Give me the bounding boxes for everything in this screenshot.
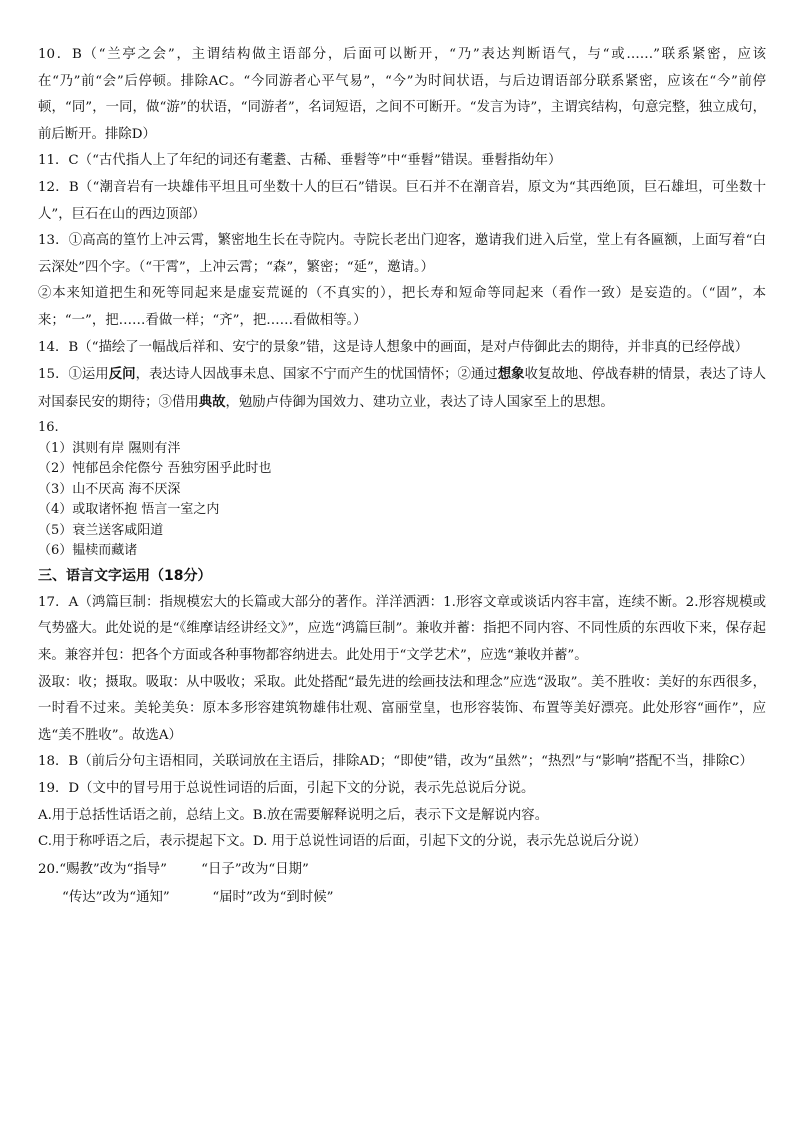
answer-q20-row2 xyxy=(38,884,766,912)
q16-item-3: （3）山不厌高 海不厌深 xyxy=(38,481,181,497)
q16-item-5: （5）衰兰送客咸阳道 xyxy=(38,522,164,538)
q20-change-2: “日子”改为“日期” xyxy=(201,861,309,877)
q15-text-1: 15．①运用 xyxy=(38,367,109,383)
answer-q19-part1: 19．D（文中的冒号用于总说性词语的后面，引起下文的分说，表示先总说后分说。 xyxy=(38,780,535,796)
q16-number: 16. xyxy=(38,420,59,436)
answer-q12: 12．B（“潮音岩有一块雄伟平坦且可坐数十人的巨石”错误。巨石并不在潮音岩，原文为“其西绝顶，巨石雄坦，可坐数十人”，巨石在山的西边顶部） xyxy=(38,179,766,222)
answer-q11: 11．C（“古代指人上了年纪的词还有耄耋、古稀、垂髫等”中“垂髫”错误。垂髫指幼年） xyxy=(38,153,562,169)
answer-q18: 18．B（前后分句主语相同，关联词放在主语后，排除AD；“即使”错，改为“虽然”；“热烈”与“影响”搭配不当，排除C） xyxy=(38,754,753,770)
q15-keyword-imagination: 想象 xyxy=(497,366,525,383)
answer-q13-part2: ②本来知道把生和死等同起来是虚妄荒诞的（不真实的），把长寿和短命等同起来（看作一致）是妄造的。（“固”，本来；“一”，把……看做一样；“齐”，把……看做相等。） xyxy=(38,286,766,328)
section-heading-language-use: 三、语言文字运用（18分） xyxy=(38,567,212,584)
answer-q19-part3: C.用于称呼语之后，表示提起下文。D. 用于总说性词语的后面，引起下文的分说，表示先总说后分说） xyxy=(38,834,647,850)
answer-q20-row1 xyxy=(38,856,766,884)
answer-q13-part1: 13．①高高的篁竹上冲云霄，繁密地生长在寺院内。寺院长老出门迎客，邀请我们进入后堂，堂上有各匾额，上面写着“白云深处”四个字。（“干霄”，上冲云霄；“森”，繁密；“延”，邀请。） xyxy=(38,233,766,275)
q15-text-3: 收复故地、停战春耕的情景，表达了诗人对国泰民安的期待；③借用 xyxy=(38,367,767,410)
q20-change-1: 20.“赐教”改为“指导” xyxy=(38,861,168,877)
q20-change-3: “传达”改为“通知” xyxy=(62,889,170,905)
q20-change-4: “届时”改为“到时候” xyxy=(212,889,334,905)
answer-sheet xyxy=(38,42,766,912)
q15-text-4: ，勉励卢侍御为国效力、建功立业，表达了诗人国家至上的思想。 xyxy=(225,394,614,410)
q16-item-4: （4）或取诸怀抱 悟言一室之内 xyxy=(38,502,220,518)
answer-q17-part2: 汲取：收；摄取。吸取：从中吸收；采取。此处搭配“最先进的绘画技法和理念”应选“汲取”。美不胜收：美好的东西很多，一时看不过来。美轮美奂：原本多形容建筑物雄伟壮观、富丽堂皇，也形容装饰、布置等美好漂亮。此处形容“画作”，应选“美不胜收”。故选A） xyxy=(38,674,766,743)
answer-q17-part1: 17．A（鸿篇巨制：指规模宏大的长篇或大部分的著作。洋洋洒洒：1.形容文章或谈话内容丰富，连续不断。2.形容规模或气势盛大。此处说的是“《维摩诘经讲经文》”，应选“鸿篇巨制”。兼收并蓄：指把不同内容、不同性质的东西收下来，保存起来。兼容并包：把各个方面或各种事物都容纳进去。此处用于“文学艺术”，应选“兼收并蓄”。 xyxy=(38,594,766,663)
answer-q15 xyxy=(38,361,766,416)
answer-q16 xyxy=(38,418,766,562)
q15-keyword-allusion: 典故 xyxy=(198,393,226,410)
q16-item-1: （1）淇则有岸 隰则有泮 xyxy=(38,440,181,456)
q15-text-2: ，表达诗人因战事未息、国家不宁而产生的忧国情怀；②通过 xyxy=(135,367,498,383)
q16-item-2: （2）忳郁邑余侘傺兮 吾独穷困乎此时也 xyxy=(38,461,272,477)
answer-q19-part2: A.用于总括性话语之前，总结上文。B.放在需要解释说明之后，表示下文是解说内容。 xyxy=(38,807,549,823)
q15-keyword-rhetorical-question: 反问 xyxy=(108,366,136,383)
q16-item-6: （6）韫椟而藏诸 xyxy=(38,543,138,559)
answer-q14: 14．B（“描绘了一幅战后祥和、安宁的景象”错，这是诗人想象中的画面，是对卢侍御此去的期待，并非真的已经停战） xyxy=(38,339,749,355)
answer-q10: 10．B（“兰亭之会”，主谓结构做主语部分，后面可以断开，“乃”表达判断语气，与“或……”联系紧密，应该在“乃”前“会”后停顿。排除AC。“今同游者心平气易”，“今”为时间状语，与后边谓语部分联系紧密，应该在“今”前停顿，“同”，一同，做“游”的状语，“同游者”，名词短语，之间不可断开。“发言为诗”，主谓宾结构，句意完整，独立成句，前后断开。排除D） xyxy=(38,47,766,142)
